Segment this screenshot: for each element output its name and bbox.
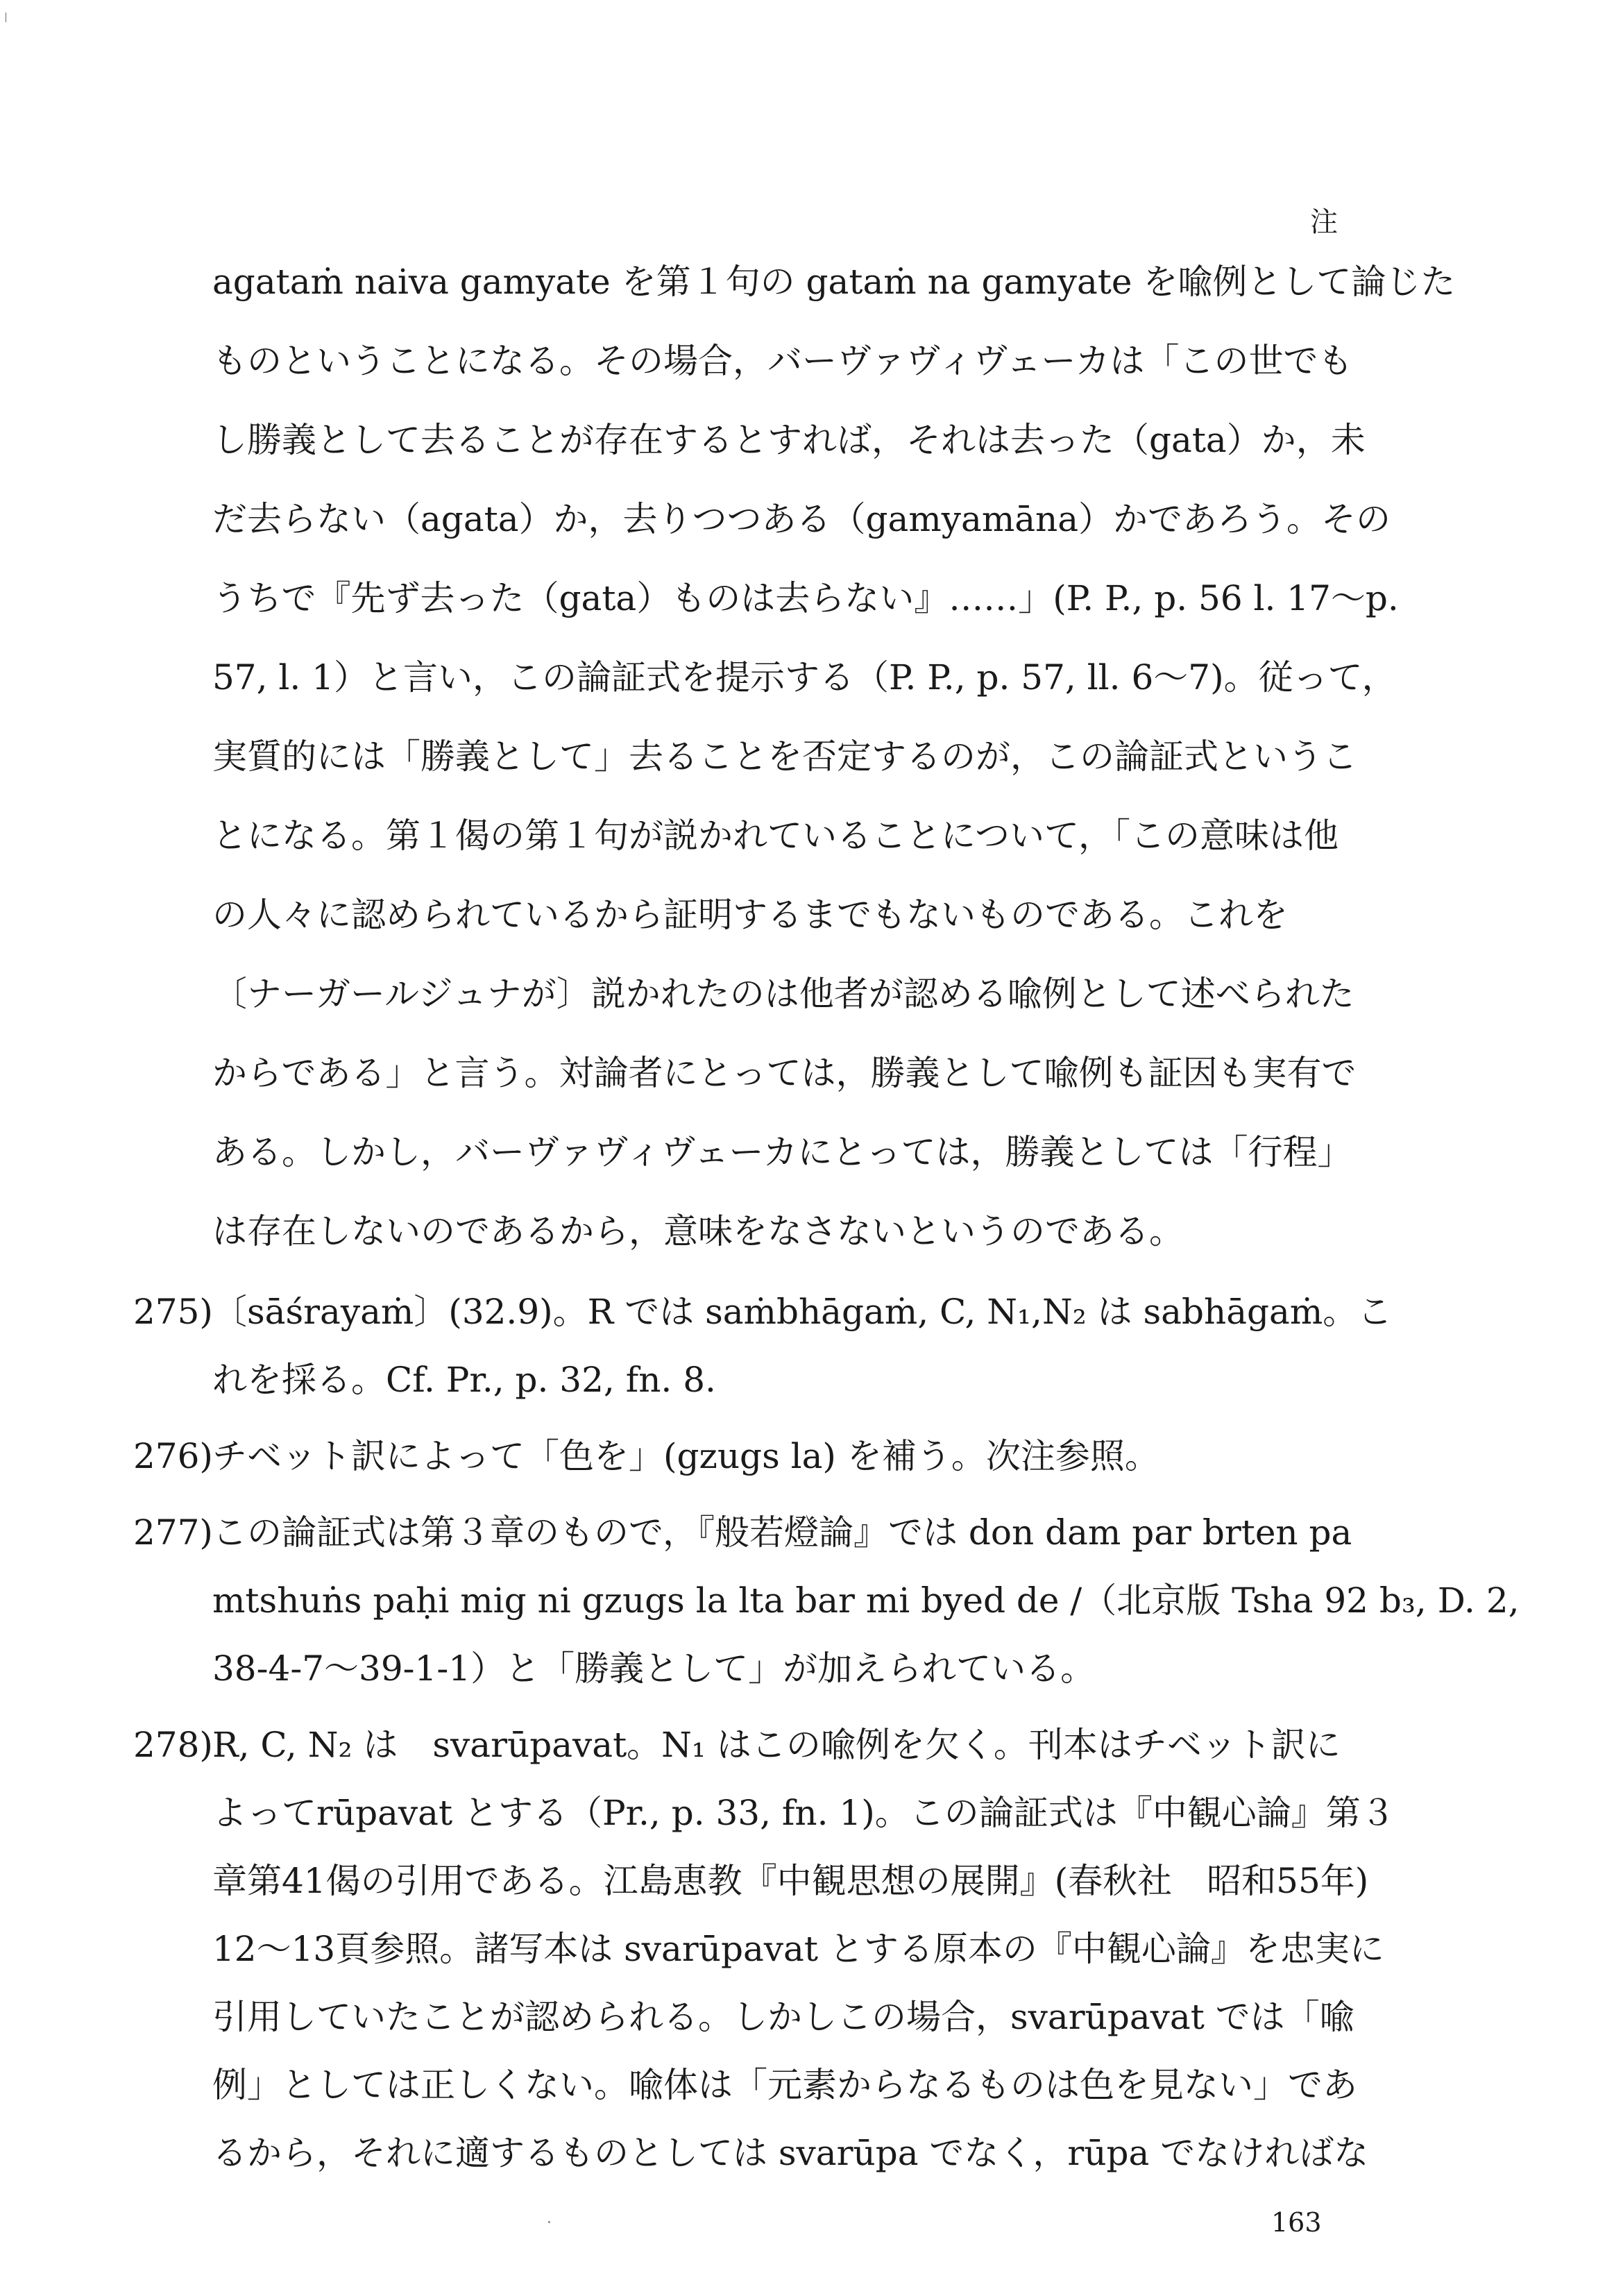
body-line: 実質的には「勝義として」去ることを否定するのが，この論証式というこ bbox=[212, 736, 1357, 777]
body-line: からである」と言う。対論者にとっては，勝義として喩例も証因も実有で bbox=[212, 1053, 1357, 1093]
body-line: は存在しないのであるから，意味をなさないというのである。 bbox=[212, 1211, 1184, 1251]
note-line: この論証式は第３章のもので，『般若燈論』では don dam par brten pa bbox=[212, 1512, 1352, 1553]
note-line: よってrūpavat とする（Pr., p. 33, fn. 1)。この論証式は『中観心論』第３ bbox=[212, 1793, 1395, 1833]
scan-corner-mark bbox=[0, 12, 6, 22]
body-line: ものということになる。その場合，バーヴァヴィヴェーカは「この世でも bbox=[212, 341, 1353, 381]
note-line: 章第41偈の引用である。江島恵教『中観思想の展開』(春秋社 昭和55年) bbox=[212, 1861, 1369, 1901]
note-line: 引用していたことが認められる。しかしこの場合，svarūpavat では「喩 bbox=[212, 1997, 1354, 2037]
stray-mark bbox=[548, 2221, 550, 2223]
body-line: 57, l. 1）と言い，この論証式を提示する（P. P., p. 57, ll. 6～7)。従って， bbox=[212, 657, 1397, 698]
note-number: 276) bbox=[133, 1436, 213, 1476]
note-line: 38-4-7～39-1-1）と「勝義として」が加えられている。 bbox=[212, 1648, 1096, 1689]
note-line: チベット訳によって「色を」(gzugs la) を補う。次注参照。 bbox=[212, 1436, 1159, 1476]
body-line: 〔ナーガールジュナが〕説かれたのは他者が認める喩例として述べられた bbox=[212, 974, 1354, 1014]
page-number: 163 bbox=[1271, 2207, 1322, 2238]
body-line: だ去らない（agata）か，去りつつある（gamyamāna）かであろう。その bbox=[212, 499, 1391, 539]
running-header: 注 bbox=[1310, 206, 1338, 238]
note-line: 例」としては正しくない。喩体は「元素からなるものは色を見ない」であ bbox=[212, 2065, 1357, 2105]
note-line: れを採る。Cf. Pr., p. 32, fn. 8. bbox=[212, 1360, 716, 1400]
body-line: うちで『先ず去った（gata）ものは去らない』……」(P. P., p. 56 l. 17～p. bbox=[212, 578, 1399, 618]
note-line: るから，それに適するものとしては svarūpa でなく，rūpa でなければな bbox=[212, 2133, 1369, 2173]
note-number: 275) bbox=[133, 1292, 213, 1332]
note-number: 277) bbox=[133, 1512, 213, 1553]
note-line: R, C, N₂ は svarūpavat。N₁ はこの喩例を欠く。刊本はチベット訳に bbox=[212, 1725, 1341, 1765]
body-line: し勝義として去ることが存在するとすれば，それは去った（gata）か，未 bbox=[212, 420, 1366, 460]
note-number: 278) bbox=[133, 1725, 213, 1765]
note-line: mtshuṅs paḥi mig ni gzugs la lta bar mi byed de /（北京版 Tsha 92 b₃, D. 2, bbox=[212, 1580, 1520, 1621]
body-line: とになる。第１偈の第１句が説かれていることについて，「この意味は他 bbox=[212, 816, 1339, 856]
note-line: 〔sāśrayaṁ〕(32.9)。R では saṁbhāgaṁ, C, N₁,N₂ は sabhāgaṁ。こ bbox=[212, 1292, 1393, 1332]
body-line: の人々に認められているから証明するまでもないものである。これを bbox=[212, 895, 1288, 935]
note-line: 12～13頁参照。諸写本は svarūpavat とする原本の『中観心論』を忠実に bbox=[212, 1929, 1384, 1969]
body-line: agataṁ naiva gamyate を第１句の gataṁ na gamyate を喩例として論じた bbox=[212, 262, 1456, 302]
body-line: ある。しかし，バーヴァヴィヴェーカにとっては，勝義としては「行程」 bbox=[212, 1132, 1352, 1172]
